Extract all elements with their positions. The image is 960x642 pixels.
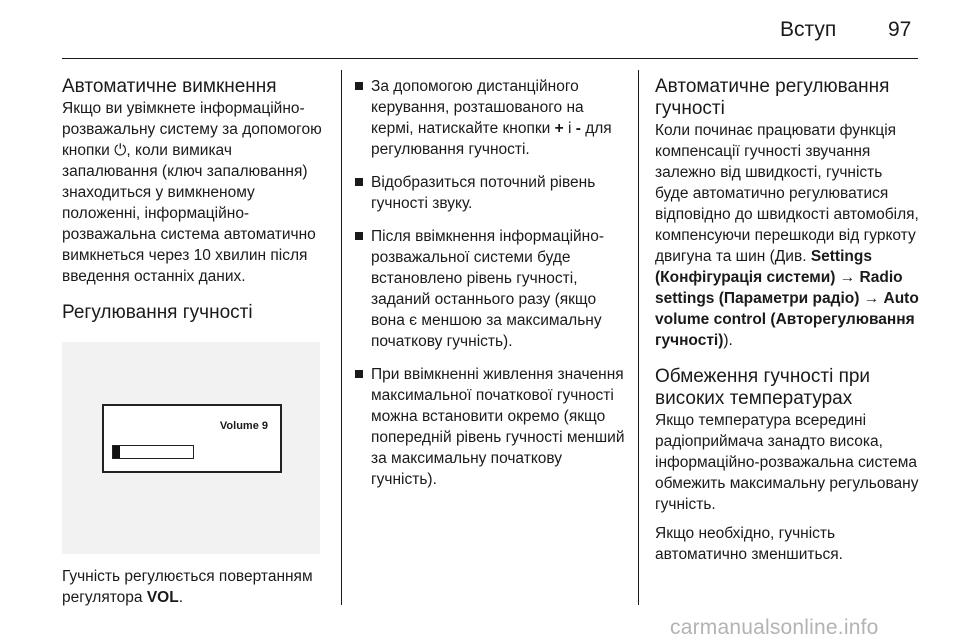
vol-knob-label: VOL bbox=[146, 589, 179, 606]
auto-off-text-b: , коли вимикач запалювання (ключ запалювання) знаходиться у вимкненому положенні, інформаційно-розважальна система автоматично вимкнеться через 10 хвилин після введення останніх даних. bbox=[62, 142, 316, 285]
auto-volume-text-end: ). bbox=[723, 332, 733, 349]
bullet-text: Відобразиться поточний рівень гучності звуку. bbox=[371, 174, 596, 212]
caption-text: Гучність регулюється повертанням регулятора bbox=[62, 568, 313, 606]
auto-volume-paragraph bbox=[655, 120, 920, 351]
bullet-text: За допомогою дистанційного керування, розташованого на кермі, натискайте кнопки bbox=[371, 78, 584, 137]
section-title-auto-off: Автоматичне вимкнення bbox=[62, 76, 277, 97]
list-item bbox=[355, 76, 625, 160]
arrow-right-icon: → bbox=[835, 269, 860, 286]
power-icon: ⏻ bbox=[114, 142, 127, 159]
column-divider-1 bbox=[341, 70, 342, 605]
auto-off-paragraph bbox=[62, 98, 330, 287]
minus-button-label: - bbox=[575, 120, 581, 137]
arrow-right-icon: → bbox=[859, 290, 884, 307]
menu-path-radio-settings: Radio settings (Параметри радіо) bbox=[655, 269, 903, 307]
volume-display-panel bbox=[102, 404, 282, 473]
section-title-temperature-limit: Обмеження гучності при високих температурах bbox=[655, 366, 871, 409]
temperature-paragraph-2: Якщо необхідно, гучність автоматично зменшиться. bbox=[655, 525, 843, 563]
volume-display-figure bbox=[62, 342, 320, 554]
temperature-paragraph-1: Якщо температура всередині радіоприймача занадто висока, інформаційно-розважальна система обмежить максимальну регульовану гучність. bbox=[655, 412, 919, 513]
page-number: 97 bbox=[888, 18, 912, 41]
bullet-text: і bbox=[563, 120, 576, 137]
menu-path-auto-volume: Auto volume control (Авторегулювання гучності) bbox=[655, 290, 919, 349]
volume-bar-fill bbox=[113, 446, 120, 458]
header-rule bbox=[62, 58, 918, 59]
column-divider-2 bbox=[638, 70, 639, 605]
plus-button-label: + bbox=[554, 120, 564, 137]
volume-label: Volume 9 bbox=[219, 420, 268, 432]
watermark: carmanualsonline.info bbox=[670, 616, 879, 639]
volume-bar bbox=[112, 445, 194, 459]
auto-off-text-a: Якщо ви увімкнете інформаційно-розважальну систему за допомогою кнопки bbox=[62, 100, 322, 159]
column-left bbox=[62, 76, 330, 608]
section-title-auto-volume: Автоматичне регулювання гучності bbox=[655, 76, 890, 119]
volume-bullet-list bbox=[355, 76, 625, 490]
page-header-title: Вступ bbox=[780, 18, 837, 41]
bullet-text: Після ввімкнення інформаційно-розважальної системи буде встановлено рівень гучності, заданий останнього разу (якщо вона є меншою за максимальну початкову гучність). bbox=[371, 228, 605, 350]
bullet-text: При ввімкненні живлення значення максимальної початкової гучності можна встановити окремо (якщо попередній рівень гучності менший за максимальну початкову гучність). bbox=[371, 366, 625, 488]
bullet-icon bbox=[355, 232, 363, 240]
column-middle bbox=[355, 76, 625, 502]
bullet-icon bbox=[355, 82, 363, 90]
caption-end: . bbox=[178, 589, 184, 606]
list-item bbox=[355, 226, 625, 352]
list-item bbox=[355, 364, 625, 490]
auto-volume-text: Коли починає працювати функція компенсації гучності звучання залежно від швидкості, гучність буде автоматично регулюватися відповідно до швидкості автомобіля, компенсуючи перешкоди від гуркоту двигуна та шин (Див. bbox=[655, 122, 919, 265]
bullet-icon bbox=[355, 370, 363, 378]
volume-caption bbox=[62, 566, 330, 608]
bullet-icon bbox=[355, 178, 363, 186]
list-item bbox=[355, 172, 625, 214]
menu-path-settings: Settings (Конфігурація системи) bbox=[655, 248, 872, 286]
section-title-volume: Регулювання гучності bbox=[62, 302, 253, 323]
column-right bbox=[655, 76, 920, 565]
bullet-text: для регулювання гучності. bbox=[371, 120, 612, 158]
